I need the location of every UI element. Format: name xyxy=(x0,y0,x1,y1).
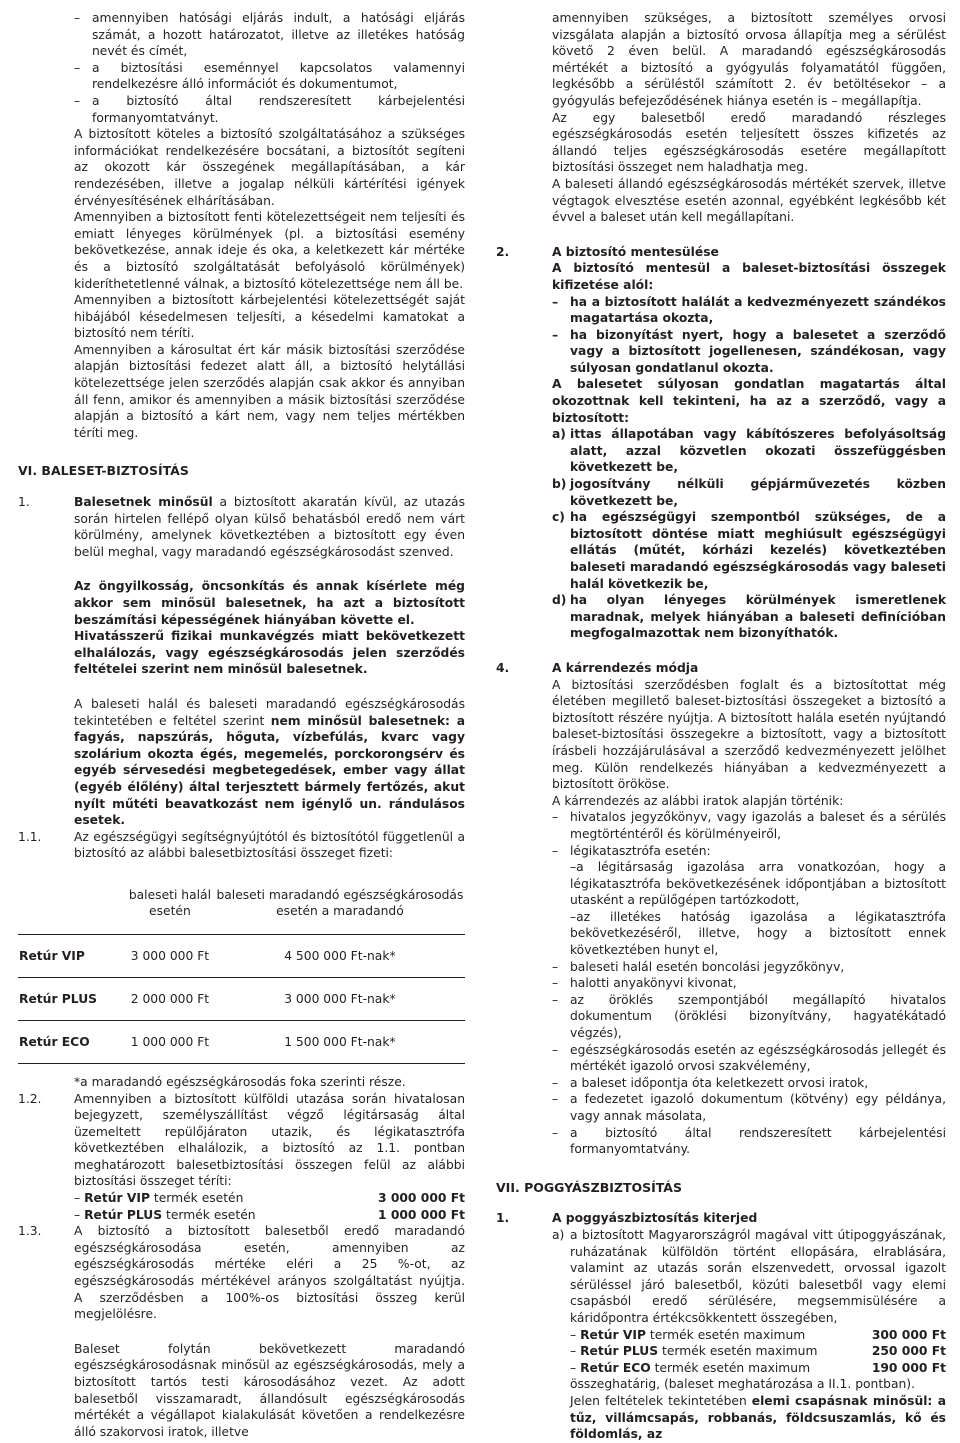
list-item: – Retúr PLUS termék esetén maximum 250 000 Ft xyxy=(570,1344,946,1359)
bold-paragraph: A biztosító mentesül a baleset-biztosítási összegek kifizetése alól: xyxy=(552,261,946,292)
list-item: – amennyiben hatósági eljárás indult, a hatósági eljárás számát, a hozott határozatot, illetve az illetékes hatóság nevét és címét, xyxy=(74,11,465,59)
list-item: – egészségkárosodás esetén az egészségkárosodás jellegét és mértékét igazoló orvosi szakvélemény, xyxy=(552,1042,946,1074)
table-row xyxy=(18,934,465,977)
bold-paragraph: A balesetet súlyosan gondatlan magatartás által okozottnak kell tekinteni, ha az a szerződő, vagy a biztosított: xyxy=(552,377,946,425)
insurance-amount-table xyxy=(18,872,465,1064)
table-header-row xyxy=(18,872,465,935)
list-item: – baleseti halál esetén boncolási jegyzőkönyv, xyxy=(552,959,845,974)
list-item: – halotti anyakönyvi kivonat, xyxy=(552,976,737,991)
list-item: – Retúr ECO termék esetén maximum 190 000 Ft xyxy=(570,1360,946,1375)
section-item: 2. A biztosító mentesülése xyxy=(496,244,719,259)
table-footnote: *a maradandó egészségkárosodás foka szerinti része. xyxy=(74,1074,406,1089)
paragraph: A biztosított köteles a biztosító szolgáltatásához a szükséges információkat rendelkezésére bocsátani, a biztosítót segíteni az okozott kár összegének megállapításában, a kár rendezésében, illetve a jogalap nélküli kártérítési igények érvényesítésének elhárításában. xyxy=(74,127,465,208)
list-item: – a biztosítási eseménnyel kapcsolatos valamennyi rendelkezésre álló információt és dokumentumot, xyxy=(74,60,465,92)
section-title: VI. BALESET-BIZTOSÍTÁS xyxy=(18,463,189,479)
list-item: – a biztosító által rendszeresített kárbejelentési formanyomtatványt. xyxy=(74,93,465,125)
list-item: a) ittas állapotában vagy kábítószeres befolyásoltság alatt, azzal közvetlen okozati összefüggésben következett be, xyxy=(552,427,946,475)
table-row xyxy=(18,1020,465,1063)
paragraph: A kárrendezés az alábbi iratok alapján történik: xyxy=(552,793,844,808)
section-item: 1.1. Az egészségügyi segítségnyújtótól és biztosítótól függetlenül a biztosító az alábbi balesetbiztosítási összeget fizeti: xyxy=(18,829,465,861)
list-item: a) a biztosított Magyarországról magával vitt útipoggyászának, ruházatának külföldön történt ellopására, elrablására, valamint az utazás során elszenvedett, orvossal igazolt sérüléssel járó balesetből, közúti balesetből vagy elemi csapásból eredő sérülésére, megsemmisülésére a káridőpontra értékcsökkentett összegében, xyxy=(552,1227,946,1325)
list-item: – Retúr VIP termék esetén 3 000 000 Ft xyxy=(74,1191,465,1206)
paragraph: Az egy balesetből eredő maradandó részleges egészségkárosodás esetén teljesített összes kifizetés az állandó teljes egészségkárosodás esetére megállapított biztosítási összeget nem haladhatja meg. xyxy=(552,110,946,175)
amount-list xyxy=(18,1190,465,1223)
sub-list xyxy=(552,859,946,959)
table-cell: 3 000 000 Ft-nak* xyxy=(215,977,465,1020)
paragraph: A biztosítási szerződésben foglalt és a biztosítottat még életében megillető baleset-biztosítási összegeket a biztosító a biztosított részére nyújtja. A biztosított halála esetén nyújtandó baleset-biztosítási összegekre a biztosított, vagy a biztosított írásbeli hozzájárulásával a szerződő kedvezményezett jelölhet meg. Külön rendelkezés hiányában a kedvezményezett a biztosított örököse. xyxy=(552,677,946,792)
table-header-cell: baleseti halál esetén xyxy=(125,872,215,935)
paragraph: Amennyiben a biztosított fenti kötelezettségeit nem teljesíti és emiatt lényeges körülmények (pl. a biztosítási esemény bekövetkezése, annak ideje és oka, a keletkezett kár mértéke és a biztosító szolgáltatását befolyásoló körülmények) kideríthetetlenné válnak, a biztosító kötelezettsége nem áll be. xyxy=(74,210,465,291)
section-title: VII. POGGYÁSZBIZTOSÍTÁS xyxy=(496,1179,682,1195)
paragraph: A baleseti állandó egészségkárosodás mértékét szervek, illetve végtagok elvesztése esetén azonnal, egyébként legkésőbb két évvel a baleset után kell megállapítani. xyxy=(552,176,946,225)
list-item: – hivatalos jegyzőkönyv, vagy igazolás a baleset és a sérülés megtörténtéről és körülményeiről, xyxy=(552,810,946,841)
section-item: 1.3. A biztosító a biztosított balesetből eredő maradandó egészségkárosodása esetén, amennyiben az egészségkárosodás mértéke eléri a 25 %-ot, az egészségkárosodás mértékével arányos szolgáltatást nyújtja. A szerződésben a 100%-os biztosítási összeg kerül megjelölésre. xyxy=(18,1224,465,1322)
bold-paragraph: Az öngyilkosság, öncsonkítás és annak kísérlete még akkor sem minősül balesetnek, ha azt a biztosított beszámítási képességének hiányában követte el. xyxy=(74,579,465,627)
right-column xyxy=(496,10,946,1443)
section-item: 1.2. Amennyiben a biztosított külföldi utazása során hivatalosan bejegyzett, személyszállítást végző légitársaság által üzemeltett repülőjáraton utazik, és légikatasztrófa következtében elhalálozik, a biztosító az 1.1. pontban meghatározott balesetbiztosítási összegen felül az alábbi biztosítási összeget téríti: xyxy=(18,1091,465,1189)
list-item: – Retúr PLUS termék esetén 1 000 000 Ft xyxy=(74,1207,465,1222)
paragraph: Amennyiben a biztosított kárbejelentési kötelezettségét saját hibájából késedelmesen teljesíti, a késedelmi kamatokat a biztosító nem téríti. xyxy=(74,293,465,341)
table-cell: Retúr PLUS xyxy=(18,977,125,1020)
document-list xyxy=(496,809,946,1157)
list-item: – a fedezetet igazoló dokumentum (kötvény) egy példánya, vagy annak másolata, xyxy=(552,1092,946,1123)
list-item: – Retúr VIP termék esetén maximum 300 000 Ft xyxy=(570,1327,946,1342)
negligence-list xyxy=(496,426,946,642)
list-item: –az illetékes hatóság igazolása a légikatasztrófa bekövetkezéséről, illetve, hogy a biztosított ennek következtében hunyt el, xyxy=(570,909,946,958)
paragraph: Amennyiben a károsultat ért kár másik biztosítási szerződése alapján biztosítási fedezet alatt áll, a biztosító helytállási kötelezettsége jelen szerződés alapján csak akkor és annyiban áll fenn, amikor és amennyiben a másik biztosítási szerződése alapján a biztosító a kárt nem, vagy nem teljes mértékben téríti meg. xyxy=(74,342,465,440)
list-item: c) ha egészségügyi szempontból szükséges, de a biztosított döntése miatt meghiúsult egészségügyi ellátás (műtét, kórházi kezelés) következtében baleseti maradandó egészségkárosodás vagy baleseti halál következik be, xyxy=(552,510,946,591)
table-row xyxy=(18,977,465,1020)
exemption-list xyxy=(496,294,946,377)
table-header-cell: baleseti maradandó egészségkárosodás esetén a maradandó xyxy=(215,872,465,935)
table-cell: Retúr ECO xyxy=(18,1020,125,1063)
list-item: – a biztosító által rendszeresített kárbejelentési formanyomtatvány. xyxy=(552,1125,946,1157)
paragraph: Jelen feltételek tekintetében elemi csapásnak minősül: a tűz, villámcsapás, robbanás, földcsuszamlás, kő és földomlás, az xyxy=(570,1393,946,1442)
paragraph: összeghatárig, (baleset meghatározása a II.1. pontban). xyxy=(570,1377,915,1392)
list-item: – a baleset időpontja óta keletkezett orvosi iratok, xyxy=(552,1075,869,1090)
list-item: –a légitársaság igazolása arra vonatkozóan, hogy a légikatasztrófa bekövetkezésének időpontjában a biztosított utasként a repülőgépen tartózkodott, xyxy=(570,860,946,908)
paragraph: A baleseti halál és baleseti maradandó egészségkárosodás tekintetében e feltétel szerint nem minősül balesetnek: a fagyás, napszúrás, hőguta, vízbefúlás, kvarc vagy szolárium okozta égés, megemelés, porckorongsérv és egyéb sérvesedési megbetegedések, ember vagy állat (egyéb élőlény) által terjesztett bármely fertőzés, akut nyílt műtéti beavatkozást nem igénylő un. rándulásos esetek. xyxy=(74,696,465,828)
table-cell: Retúr VIP xyxy=(18,934,125,977)
table-cell: 3 000 000 Ft xyxy=(125,934,215,977)
list-item: – ha bizonyítást nyert, hogy a balesetet a szerződő vagy a biztosított jogellenesen, szándékosan, vagy súlyosan gondatlanul okozta. xyxy=(552,327,946,375)
list-item: – az öröklés szempontjából megállapító hivatalos dokumentum (öröklési bizonyítvány, hagyatékátadó végzés), xyxy=(552,992,946,1041)
list-item: b) jogosítvány nélküli gépjárművezetés közben következett be, xyxy=(552,477,946,508)
section-item: 4. A kárrendezés módja xyxy=(496,660,699,675)
list-item: – légikatasztrófa esetén: xyxy=(552,843,711,858)
bold-paragraph: Hivatásszerű fizikai munkavégzés miatt bekövetkezett elhalálozás, vagy egészségkárosodás jelen szerződés feltételei szerint nem minősül balesetnek. xyxy=(74,629,465,677)
table-cell: 1 000 000 Ft xyxy=(125,1020,215,1063)
coverage-list xyxy=(496,1227,946,1443)
top-bullet-list xyxy=(18,10,465,126)
table-cell: 4 500 000 Ft-nak* xyxy=(215,934,465,977)
list-item: d) ha olyan lényeges körülmények ismeretlenek maradnak, melyek hiányában a baleseti definícióban megfogalmazottak nem bizonyíthatók. xyxy=(552,593,946,641)
paragraph: Baleset folytán bekövetkezett maradandó egészségkárosodásnak minősül az egészségkárosodás, mely a biztosított tartós testi károsodásához vezet. Az adott balesetből visszamaradt, állandósult egészségkárosodás mértékét a végállapot kialakulását követően a rendelkezésre álló szakorvosi iratok, illetve xyxy=(74,1341,465,1439)
section-item: 1. A poggyászbiztosítás kiterjed xyxy=(496,1211,758,1226)
table-cell: 1 500 000 Ft-nak* xyxy=(215,1020,465,1063)
section-item: 1. Balesetnek minősül a biztosított akaratán kívül, az utazás során hirtelen fellépő olyan külső behatásból eredő nem várt körülmény, amelynek következtében a biztosított egy éven belül meghal, vagy maradandó egészségkárosodást szenved. xyxy=(18,495,465,559)
table-cell: 2 000 000 Ft xyxy=(125,977,215,1020)
amount-list xyxy=(552,1327,946,1377)
list-item: – ha a biztosított halálát a kedvezményezett szándékos magatartása okozta, xyxy=(552,294,946,326)
left-column xyxy=(18,10,465,1440)
paragraph: amennyiben szükséges, a biztosított személyes orvosi vizsgálata alapján a biztosító orvosa állapítja meg a sérülést követő 2 éven belül. A maradandó egészségkárosodás mértékét a biztosító a gyógyulás folyamatától függően, legkésőbb a sérüléstől számított 2. év betöltésekor – a gyógyulás befejeződésének hiánya esetén is – megállapítja. xyxy=(552,11,946,108)
